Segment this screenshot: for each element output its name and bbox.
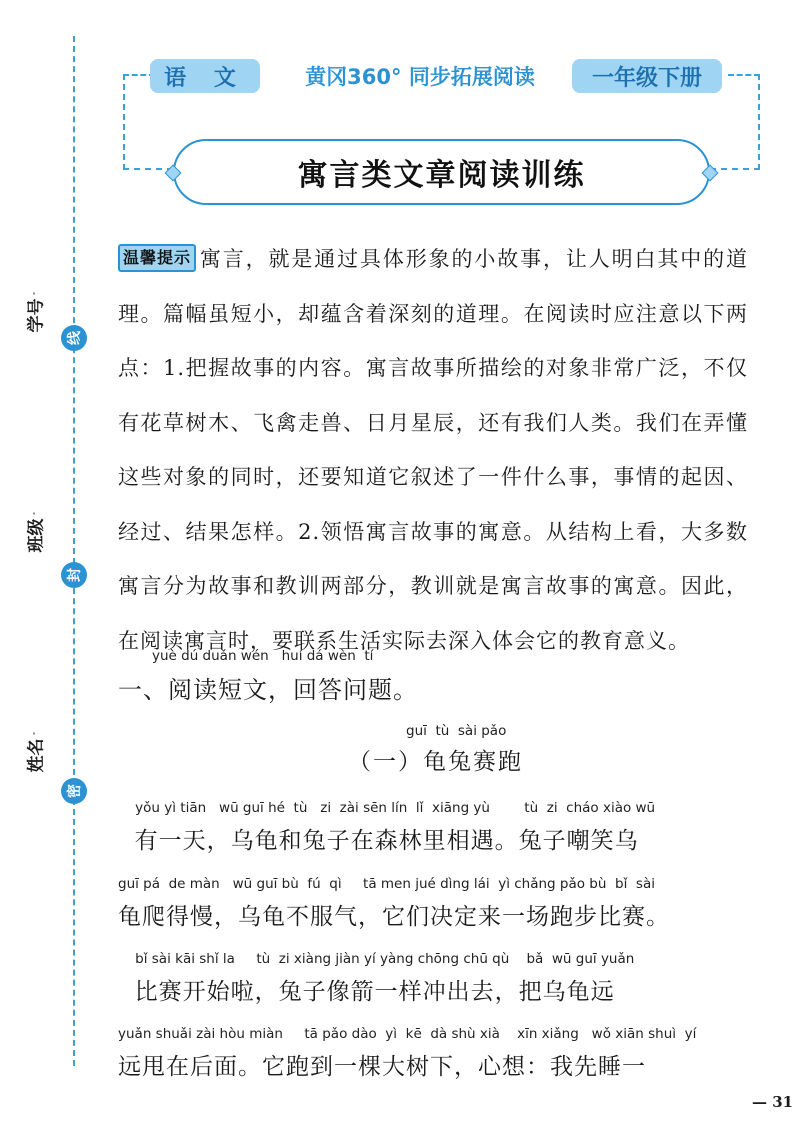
series-title: 黄冈360° 同步拓展阅读	[305, 65, 535, 89]
field-student-id-blank[interactable]	[34, 293, 35, 295]
field-class-label: 班级	[26, 518, 47, 553]
story-line-text: 比赛开始啦，兔子像箭一样冲出去，把乌龟远	[118, 979, 615, 1005]
field-name-blank[interactable]	[34, 733, 35, 735]
seal-mark-secret: 密	[61, 778, 87, 804]
binding-dashed-line	[73, 36, 75, 1066]
grade-label: 一年级下册	[572, 59, 722, 93]
story-line-text: 龟爬得慢，乌龟不服气，它们决定来一场跑步比赛。	[118, 904, 670, 930]
header-decor-bottom-right	[710, 168, 760, 170]
field-class[interactable]	[22, 513, 47, 553]
header-decor-bottom-left	[123, 168, 173, 170]
subject-label: 语 文	[150, 59, 260, 93]
field-class-blank[interactable]	[34, 513, 35, 515]
story-line-pinyin: bǐ sài kāi shǐ la tù zi xiàng jiàn yí yàng chōng chū qù bǎ wū guī yuǎn	[118, 951, 635, 967]
story-title: （一）龟兔赛跑	[348, 749, 523, 775]
story-line-pinyin: yuǎn shuǎi zài hòu miàn tā pǎo dào yì kē dà shù xià xīn xiǎng wǒ xiān shuì yí	[118, 1026, 697, 1042]
page-title: 寓言类文章阅读训练	[297, 158, 586, 193]
story-line-text: 有一天，乌龟和兔子在森林里相遇。兔子嘲笑乌	[118, 828, 639, 854]
section-heading-pinyin: yuè dú duǎn wén huí dá wèn tí	[152, 648, 374, 664]
field-student-id-label: 学号	[26, 298, 47, 333]
seal-mark-seal: 封	[61, 562, 87, 588]
story-line-text: 远甩在后面。它跑到一棵大树下，心想：我先睡一	[118, 1054, 646, 1080]
tips-badge: 温馨提示	[118, 244, 196, 272]
tips-paragraph	[118, 232, 748, 668]
field-name-label: 姓名	[26, 738, 47, 773]
story-title-pinyin: guī tù sài pǎo	[406, 723, 507, 739]
story-line-pinyin: yǒu yì tiān wū guī hé tù zi zài sēn lín lǐ xiāng yù tù zi cháo xiào wū	[118, 800, 656, 816]
tips-text: 寓言，就是通过具体形象的小故事，让人明白其中的道理。篇幅虽短小，却蕴含着深刻的道理。在阅读时应注意以下两点：1.把握故事的内容。寓言故事所描绘的对象非常广泛，不仅有花草树木、飞禽走兽、日月星辰，还有我们人类。我们在弄懂这些对象的同时，还要知道它叙述了一件什么事，事情的起因、经过、结果怎样。2.领悟寓言故事的寓意。从结构上看，大多数寓言分为故事和教训两部分，教训就是寓言故事的寓意。因此，在阅读寓言时，要联系生活实际去深入体会它的教育意义。	[118, 247, 748, 653]
seal-mark-line: 线	[61, 325, 87, 351]
page-number: — 31	[752, 1093, 794, 1111]
title-banner	[173, 139, 710, 205]
field-name[interactable]	[22, 733, 47, 773]
header-decor-right	[728, 74, 760, 170]
section-heading: 一、阅读短文，回答问题。	[118, 676, 418, 704]
field-student-id[interactable]	[22, 293, 47, 333]
story-line-pinyin: guī pá de màn wū guī bù fú qì tā men jué dìng lái yì chǎng pǎo bù bǐ sài	[118, 876, 655, 892]
